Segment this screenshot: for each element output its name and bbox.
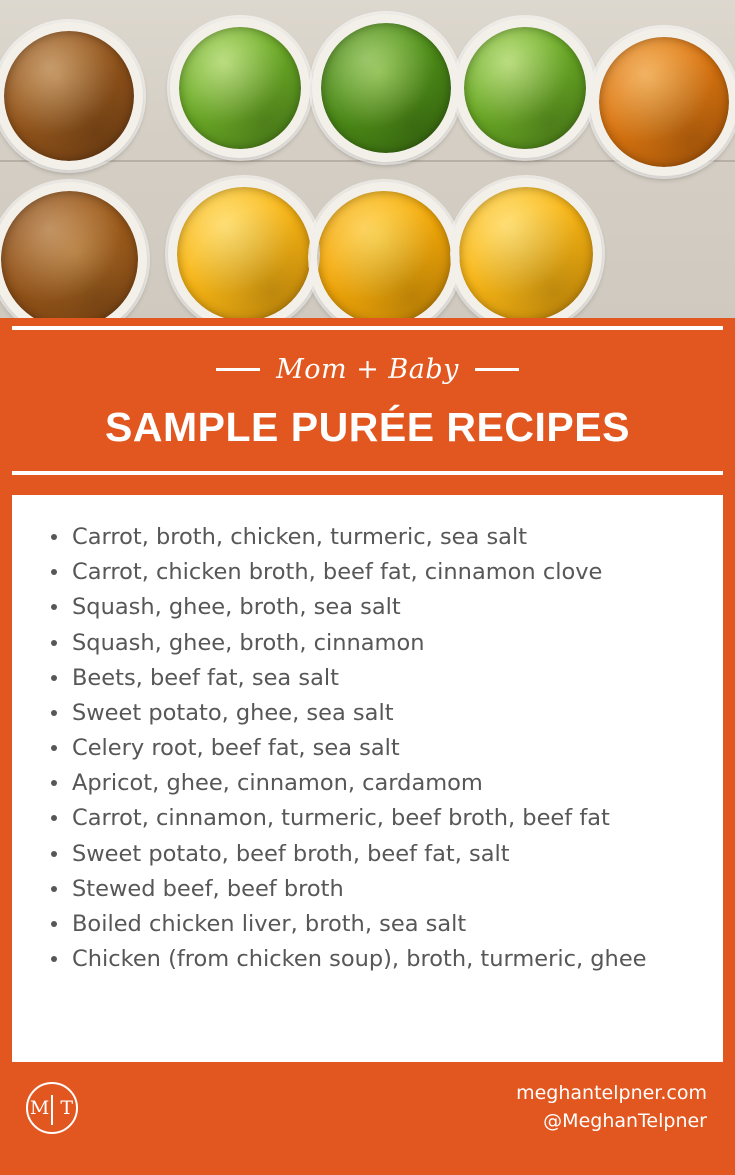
band-rule-bottom [12, 471, 723, 475]
puree-fill [459, 187, 593, 318]
logo-divider-icon [51, 1095, 53, 1125]
puree-fill [321, 23, 451, 153]
band-rule-top [12, 326, 723, 330]
puree-fill [179, 27, 301, 149]
recipe-list-item: Sweet potato, ghee, sea salt [46, 697, 689, 729]
page-title: SAMPLE PURÉE RECIPES [105, 404, 630, 450]
recipe-list-item: Sweet potato, beef broth, beef fat, salt [46, 838, 689, 870]
jar-brown-top-left [0, 22, 143, 170]
recipe-list-item: Carrot, cinnamon, turmeric, beef broth, beef fat [46, 802, 689, 834]
recipe-list-item: Squash, ghee, broth, sea salt [46, 591, 689, 623]
jar-yellow-bottom-1 [168, 178, 320, 318]
recipe-list-item: Beets, beef fat, sea salt [46, 662, 689, 694]
logo-letter-m: M [29, 1096, 51, 1119]
jar-green-top-2 [312, 14, 460, 162]
recipes-card [12, 495, 723, 1062]
recipes-list [46, 521, 689, 975]
recipes-card-wrap [0, 483, 735, 1062]
puree-fill [599, 37, 729, 167]
recipe-list-item: Apricot, ghee, cinnamon, cardamom [46, 767, 689, 799]
puree-fill [317, 191, 451, 318]
script-label-row [0, 354, 735, 385]
title-band [0, 318, 735, 483]
recipe-list-item: Celery root, beef fat, sea salt [46, 732, 689, 764]
script-label: Mom + Baby [276, 354, 459, 385]
recipe-list-item: Boiled chicken liver, broth, sea salt [46, 908, 689, 940]
footer-links [516, 1080, 707, 1135]
puree-jars-photo [0, 0, 735, 318]
recipe-list-item: Carrot, chicken broth, beef fat, cinnamon clove [46, 556, 689, 588]
jar-green-top-3 [455, 18, 595, 158]
recipe-list-item: Stewed beef, beef broth [46, 873, 689, 905]
puree-fill [4, 31, 134, 161]
puree-fill [1, 191, 138, 318]
dash-left-icon [216, 368, 260, 371]
jar-yellow-bottom-3 [450, 178, 602, 318]
website-url[interactable]: meghantelpner.com [516, 1081, 707, 1104]
recipe-list-item: Carrot, broth, chicken, turmeric, sea salt [46, 521, 689, 553]
footer [0, 1062, 735, 1153]
recipe-list-item: Chicken (from chicken soup), broth, turmeric, ghee [46, 943, 689, 975]
puree-fill [464, 27, 586, 149]
brand-monogram-logo [26, 1082, 78, 1134]
recipe-list-item: Squash, ghee, broth, cinnamon [46, 627, 689, 659]
social-handle[interactable]: @MeghanTelpner [543, 1109, 707, 1132]
dash-right-icon [475, 368, 519, 371]
jar-orange-top-right [590, 28, 735, 176]
puree-fill [177, 187, 311, 318]
jar-green-top-1 [170, 18, 310, 158]
logo-letter-t: T [60, 1096, 75, 1119]
